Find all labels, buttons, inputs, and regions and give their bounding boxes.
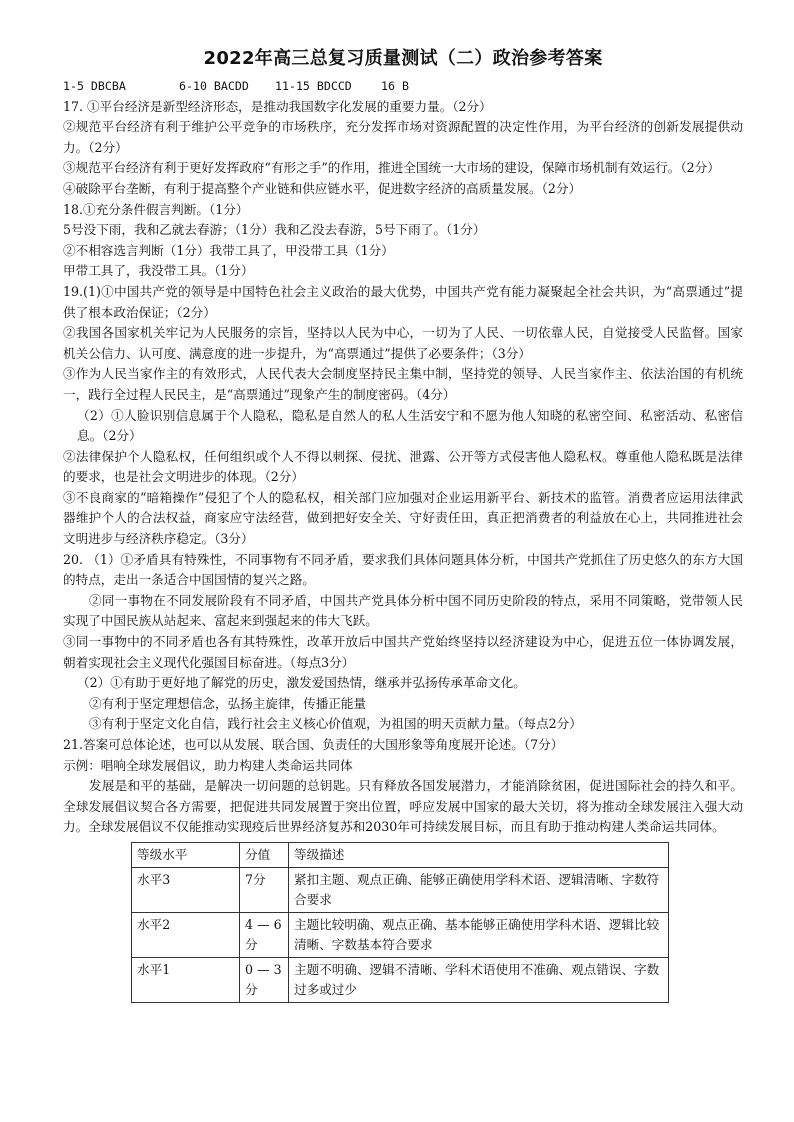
q19-1-point-3: ③作为人民当家作主的有效形式，人民代表大会制度坚持民主集中制，坚持党的领导、人民当家作主、依法治国的有机统一，践行全过程人民民主，是“高票通过”现象产生的制度密码。（4分） xyxy=(63,366,743,402)
multiple-choice-answers xyxy=(63,76,743,97)
q19-2-point-2: ②法律保护个人隐私权，任何组织或个人不得以刺探、侵扰、泄露、公开等方式侵害他人隐私权。尊重他人隐私既是法律的要求，也是社会文明进步的体现。（2分） xyxy=(63,448,743,485)
table-cell-level: 水平2 xyxy=(132,912,240,957)
q18-point-2-detail: 甲带工具了，我没带工具。（1分） xyxy=(63,263,254,279)
table-cell-score: 4 — 6分 xyxy=(240,912,289,957)
q20-2-point-2: ②有利于坚定理想信念，弘扬主旋律，传播正能量 xyxy=(89,695,367,711)
q18-point-1: 18.①充分条件假言判断。（1分） xyxy=(63,201,249,217)
mc-answers-6-10: 6-10 BACDD xyxy=(179,79,249,93)
q17-point-3: ③规范平台经济有利于更好发挥政府“有形之手”的作用，推进全国统一大市场的建设，保障市场机制有效运行。（2分） xyxy=(63,160,720,176)
table-row xyxy=(132,867,669,912)
grading-rubric-table xyxy=(131,842,669,1003)
q19-2-point-1: （2）①人脸识别信息属于个人隐私，隐私是自然人的私人生活安宁和不愿为他人知晓的私密空间、私密活动、私密信息。（2分） xyxy=(77,407,743,444)
mc-answers-11-15: 11-15 BDCCD xyxy=(275,79,352,93)
table-cell-level: 水平1 xyxy=(132,957,240,1002)
mc-answers-1-5: 1-5 DBCBA xyxy=(63,79,126,93)
mc-answer-16: 16 B xyxy=(381,79,409,93)
table-cell-description: 紧扣主题、观点正确、能够正确使用学科术语、逻辑清晰、字数符合要求 xyxy=(289,867,669,912)
table-row xyxy=(132,912,669,957)
q21-instruction: 21.答案可总体论述，也可以从发展、联合国、负责任的大国形象等角度展开论述。（7分） xyxy=(63,737,564,752)
table-cell-level: 水平3 xyxy=(132,867,240,912)
q17-point-4: ④破除平台垄断，有利于提高整个产业链和供应链水平，促进数字经济的高质量发展。（2分） xyxy=(63,180,582,196)
q20-1-point-2: ②同一事物在不同发展阶段有不同矛盾，中国共产党具体分析中国不同历史阶段的特点，采用不同策略，党带领人民实现了中国民族从站起来、富起来到强起来的伟大飞跃。 xyxy=(63,592,743,629)
q18-point-2: ②不相容选言判断（1分）我带工具了，甲没带工具（1分） xyxy=(63,242,394,258)
q20-2-point-3: ③有利于坚定文化自信，践行社会主义核心价值观，为祖国的明天贡献力量。（每点2分） xyxy=(89,716,582,732)
q19-2-point-3: ③不良商家的“暗箱操作”侵犯了个人的隐私权，相关部门应加强对企业运用新平台、新技术的监管。消费者应运用法律武器维护个人的合法权益，商家应守法经营，做到把好安全关、守好责任田，真正把消费者的利益放在心上，共同推进社会文明进步与经济秩序稳定。（3分） xyxy=(63,489,743,547)
q20-2-point-1: （2）①有助于更好地了解党的历史，激发爱国热情，继承并弘扬传承革命文化。 xyxy=(77,675,526,691)
table-header-cell: 等级描述 xyxy=(289,842,669,867)
table-cell-score: 0 — 3分 xyxy=(240,957,289,1002)
q17-point-2: ②规范平台经济有利于维护公平竞争的市场秩序，充分发挥市场对资源配置的决定性作用，为平台经济的创新发展提供动力。（2分） xyxy=(63,119,743,155)
table-cell-description: 主题比较明确、观点正确、基本能够正确使用学科术语、逻辑比较清晰、字数基本符合要求 xyxy=(289,912,669,957)
table-cell-description: 主题不明确、逻辑不清晰、学科术语使用不准确、观点错误、字数过多或过少 xyxy=(289,957,669,1002)
table-header-row xyxy=(132,842,669,867)
q20-1-point-1: 20. （1）①矛盾具有特殊性，不同事物有不同矛盾，要求我们具体问题具体分析，中国共产党抓住了历史悠久的东方大国的特点，走出一条适合中国国情的复兴之路。 xyxy=(63,551,743,588)
table-header-cell: 分值 xyxy=(240,842,289,867)
table-header-cell: 等级水平 xyxy=(132,842,240,867)
q19-1-point-2: ②我国各国家机关牢记为人民服务的宗旨，坚持以人民为中心，一切为了人民、一切依靠人民，自觉接受人民监督。国家机关公信力、认可度、满意度的进一步提升，为“高票通过”提供了必要条件；（3分） xyxy=(63,325,743,361)
table-row xyxy=(132,957,669,1002)
q21-example-body: 发展是和平的基础，是解决一切问题的总钥匙。只有释放各国发展潜力，才能消除贫困，促进国际社会的持久和平。全球发展倡议契合各方需要，把促进共同发展置于突出位置，呼应发展中国家的最大关切，将为推动全球发展注入强大动力。全球发展倡议不仅能推动实现疫后世界经济复苏和2030年可持续发展目标，而且有助于推动构建人类命运共同体。 xyxy=(63,778,743,835)
q18-point-1-detail: 5号没下雨，我和乙就去春游；（1分）我和乙没去春游，5号下雨了。（1分） xyxy=(63,222,486,238)
answer-document xyxy=(63,46,743,1003)
q17-point-1: 17. ①平台经济是新型经济形态，是推动我国数字化发展的重要力量。（2分） xyxy=(63,98,492,114)
q19-1-point-1: 19.(1)①中国共产党的领导是中国特色社会主义政治的最大优势，中国共产党有能力凝聚起全社会共识，为“高票通过”提供了根本政治保证；（2分） xyxy=(63,283,743,320)
q21-example-title: 示例：唱响全球发展倡议，助力构建人类命运共同体 xyxy=(63,757,353,773)
q20-1-point-3: ③同一事物中的不同矛盾也各有其特殊性，改革开放后中国共产党始终坚持以经济建设为中心，促进五位一体协调发展，朝着实现社会主义现代化强国目标奋进。（每点3分） xyxy=(63,634,743,670)
page-title: 2022年高三总复习质量测试（二）政治参考答案 xyxy=(203,48,603,69)
table-cell-score: 7分 xyxy=(240,867,289,912)
